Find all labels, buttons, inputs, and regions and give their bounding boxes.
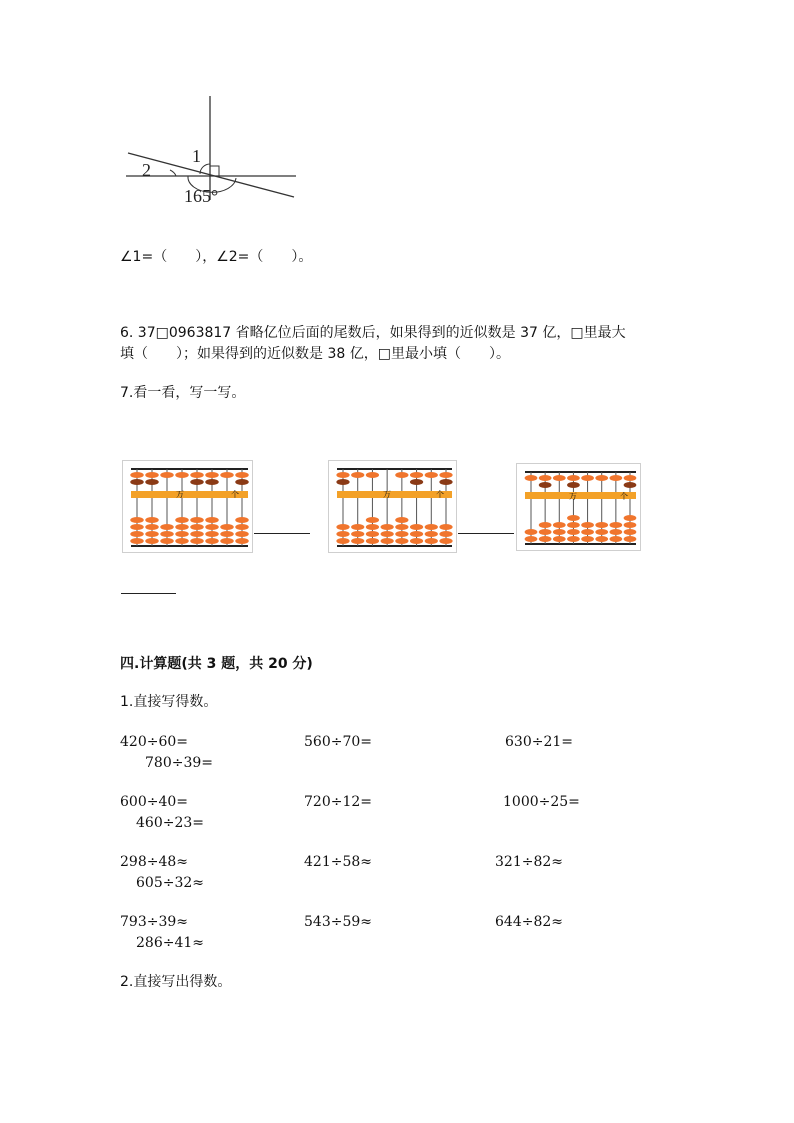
angle-diagram (118, 90, 308, 210)
abacus-lower-bead (130, 531, 144, 537)
abacus-upper-bead (609, 475, 622, 481)
abacus-upper-bead (190, 479, 204, 485)
abacus-lower-bead (539, 522, 552, 528)
abacus-1 (122, 460, 253, 553)
abacus-lower-bead (410, 538, 423, 544)
abacus-lower-bead (609, 536, 622, 542)
abacus-1-label-wan: 万 (176, 490, 184, 499)
abacus-lower-bead (567, 522, 580, 528)
abacus-lower-bead (381, 524, 394, 530)
abacus-lower-bead (336, 538, 349, 544)
abacus-upper-bead (567, 482, 580, 488)
abacus-lower-bead (130, 524, 144, 530)
calc-row-3-col-2: 421÷58≈ (304, 854, 372, 870)
abacus-lower-bead (425, 538, 438, 544)
calc-row-3-col-4: 605÷32≈ (136, 875, 204, 891)
calc-row-4-col-3: 644÷82≈ (495, 914, 563, 930)
abacus-upper-bead (235, 472, 249, 478)
abacus-lower-bead (581, 522, 594, 528)
abacus-upper-bead (130, 472, 144, 478)
calc-row-1-col-2: 560÷70= (304, 734, 372, 750)
abacus-lower-bead (351, 538, 364, 544)
calc-row-2-col-3: 1000÷25= (503, 794, 580, 810)
abacus-lower-bead (553, 522, 566, 528)
calc-row-2-col-4: 460÷23= (136, 815, 204, 831)
abacus-lower-bead (205, 524, 219, 530)
abacus-lower-bead (190, 538, 204, 544)
abacus-lower-bead (609, 529, 622, 535)
angle-label-1: 1 (192, 146, 201, 166)
abacus-upper-bead (205, 472, 219, 478)
abacus-lower-bead (395, 524, 408, 530)
abacus-lower-bead (395, 517, 408, 523)
abacus-upper-bead (624, 475, 637, 481)
abacus-upper-bead (410, 479, 423, 485)
calc-row-1-col-1: 420÷60= (120, 734, 188, 750)
calc-row-1-col-3: 630÷21= (505, 734, 573, 750)
abacus-lower-bead (366, 538, 379, 544)
abacus-lower-bead (366, 517, 379, 523)
abacus-lower-bead (160, 531, 174, 537)
abacus-lower-bead (381, 531, 394, 537)
abacus-lower-bead (220, 524, 234, 530)
abacus-lower-bead (624, 522, 637, 528)
abacus-lower-bead (175, 517, 189, 523)
angle-label-2: 2 (142, 160, 151, 180)
calc-row-2-col-2: 720÷12= (304, 794, 372, 810)
abacus-3-answer-line[interactable] (121, 593, 176, 594)
abacus-lower-bead (581, 536, 594, 542)
abacus-upper-bead (235, 479, 249, 485)
abacus-upper-bead (366, 472, 379, 478)
abacus-upper-bead (336, 479, 349, 485)
abacus-lower-bead (366, 531, 379, 537)
abacus-upper-bead (205, 479, 219, 485)
abacus-upper-bead (624, 482, 637, 488)
abacus-lower-bead (220, 531, 234, 537)
abacus-lower-bead (410, 531, 423, 537)
abacus-lower-bead (190, 531, 204, 537)
abacus-lower-bead (336, 524, 349, 530)
question-6-line2: 填（ ）；如果得到的近似数是 38 亿，□里最小填（ ）。 (120, 346, 510, 362)
abacus-upper-bead (410, 472, 423, 478)
abacus-upper-bead (220, 472, 234, 478)
abacus-lower-bead (439, 531, 452, 537)
abacus-lower-bead (235, 517, 249, 523)
section-4-q1-title: 1.直接写得数。 (120, 694, 218, 710)
abacus-lower-bead (539, 536, 552, 542)
abacus-lower-bead (175, 531, 189, 537)
abacus-lower-bead (190, 524, 204, 530)
abacus-lower-bead (351, 524, 364, 530)
abacus-lower-bead (567, 515, 580, 521)
abacus-lower-bead (525, 536, 538, 542)
abacus-upper-bead (595, 475, 608, 481)
abacus-lower-bead (220, 538, 234, 544)
section-4-title: 四.计算题(共 3 题，共 20 分) (120, 656, 313, 672)
abacus-lower-bead (567, 536, 580, 542)
abacus-1-answer-line[interactable] (254, 533, 310, 534)
abacus-lower-bead (595, 529, 608, 535)
abacus-lower-bead (145, 538, 159, 544)
abacus-lower-bead (366, 524, 379, 530)
abacus-lower-bead (595, 522, 608, 528)
abacus-beam (337, 491, 452, 498)
abacus-1-label-ge: 个 (231, 490, 239, 499)
abacus-upper-bead (395, 472, 408, 478)
abacus-lower-bead (525, 529, 538, 535)
abacus-2-label-wan: 万 (383, 490, 391, 499)
abacus-lower-bead (381, 538, 394, 544)
abacus-upper-bead (145, 472, 159, 478)
abacus-lower-bead (567, 529, 580, 535)
abacus-lower-bead (553, 536, 566, 542)
abacus-lower-bead (395, 531, 408, 537)
abacus-upper-bead (175, 472, 189, 478)
abacus-lower-bead (624, 529, 637, 535)
abacus-lower-bead (439, 524, 452, 530)
abacus-upper-bead (130, 479, 144, 485)
abacus-lower-bead (235, 531, 249, 537)
abacus-lower-bead (130, 517, 144, 523)
abacus-lower-bead (609, 522, 622, 528)
abacus-lower-bead (205, 531, 219, 537)
abacus-upper-bead (539, 482, 552, 488)
abacus-upper-bead (336, 472, 349, 478)
abacus-2-label-ge: 个 (436, 490, 444, 499)
calc-row-3-col-3: 321÷82≈ (495, 854, 563, 870)
angle-label-165: 165° (184, 186, 219, 206)
abacus-lower-bead (439, 538, 452, 544)
abacus-upper-bead (145, 479, 159, 485)
abacus-upper-bead (581, 475, 594, 481)
abacus-lower-bead (595, 536, 608, 542)
calc-row-4-col-2: 543÷59≈ (304, 914, 372, 930)
abacus-lower-bead (410, 524, 423, 530)
abacus-lower-bead (336, 531, 349, 537)
abacus-upper-bead (351, 472, 364, 478)
abacus-lower-bead (160, 524, 174, 530)
abacus-lower-bead (553, 529, 566, 535)
abacus-upper-bead (525, 475, 538, 481)
abacus-upper-bead (190, 472, 204, 478)
abacus-lower-bead (581, 529, 594, 535)
abacus-3-drawing (517, 464, 640, 550)
abacus-upper-bead (160, 472, 174, 478)
abacus-3-label-wan: 万 (569, 492, 577, 501)
abacus-lower-bead (145, 517, 159, 523)
abacus-lower-bead (190, 517, 204, 523)
abacus-1-drawing (123, 461, 252, 552)
abacus-upper-bead (553, 475, 566, 481)
calc-row-2-col-1: 600÷40= (120, 794, 188, 810)
abacus-lower-bead (130, 538, 144, 544)
abacus-lower-bead (425, 531, 438, 537)
question-7-title: 7.看一看，写一写。 (120, 385, 246, 401)
abacus-lower-bead (175, 524, 189, 530)
abacus-lower-bead (395, 538, 408, 544)
question-6-line1: 6. 37□0963817 省略亿位后面的尾数后，如果得到的近似数是 37 亿，□里最大 (120, 325, 626, 341)
abacus-upper-bead (539, 475, 552, 481)
abacus-2-answer-line[interactable] (458, 533, 514, 534)
calc-row-3-col-1: 298÷48≈ (120, 854, 188, 870)
calc-row-4-col-1: 793÷39≈ (120, 914, 188, 930)
abacus-lower-bead (145, 524, 159, 530)
abacus-upper-bead (439, 472, 452, 478)
abacus-upper-bead (567, 475, 580, 481)
abacus-lower-bead (175, 538, 189, 544)
abacus-upper-bead (439, 479, 452, 485)
abacus-lower-bead (539, 529, 552, 535)
calc-row-4-col-4: 286÷41≈ (136, 935, 204, 951)
abacus-lower-bead (351, 531, 364, 537)
abacus-3-label-ge: 个 (620, 492, 628, 501)
calc-row-1-col-4: 780÷39= (145, 755, 213, 771)
abacus-lower-bead (624, 515, 637, 521)
abacus-lower-bead (235, 524, 249, 530)
section-4-q2-title: 2.直接写出得数。 (120, 974, 232, 990)
abacus-upper-bead (425, 472, 438, 478)
abacus-lower-bead (425, 524, 438, 530)
angle-question: ∠1=（ ），∠2=（ ）。 (120, 249, 313, 265)
abacus-lower-bead (145, 531, 159, 537)
abacus-2 (328, 460, 457, 553)
abacus-lower-bead (235, 538, 249, 544)
abacus-2-drawing (329, 461, 456, 552)
abacus-3 (516, 463, 641, 551)
abacus-lower-bead (160, 538, 174, 544)
abacus-lower-bead (205, 538, 219, 544)
angle-arc-2 (170, 170, 176, 176)
abacus-lower-bead (205, 517, 219, 523)
abacus-lower-bead (624, 536, 637, 542)
